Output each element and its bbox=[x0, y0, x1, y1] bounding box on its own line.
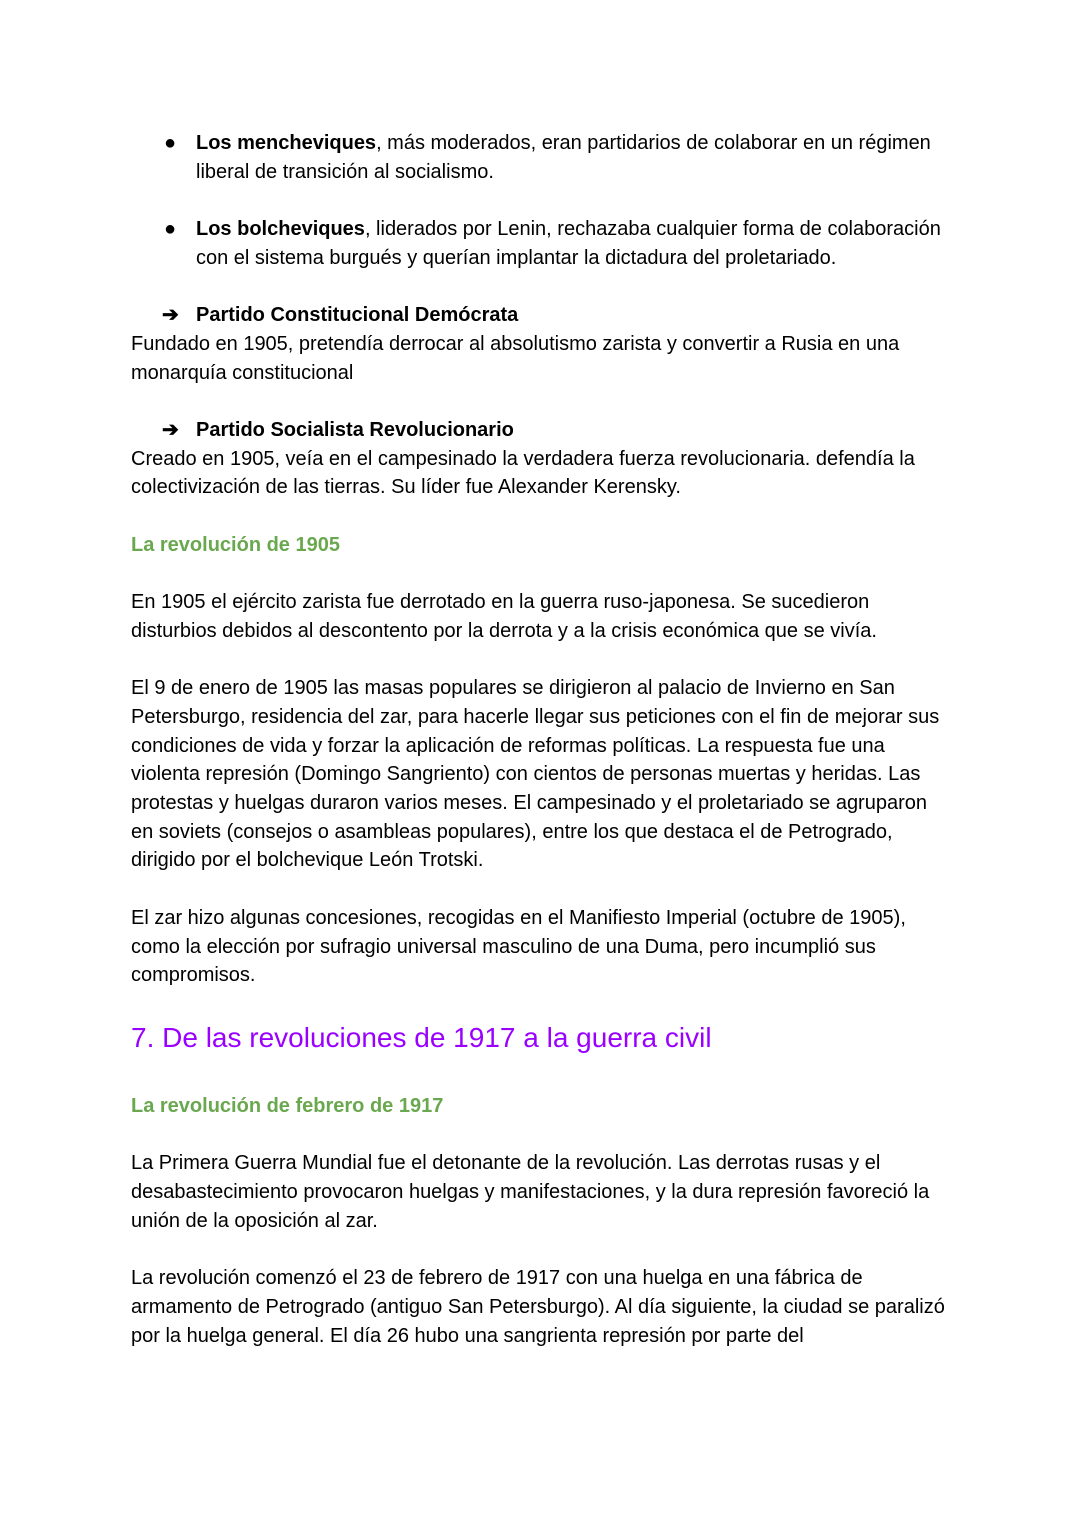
bullet-text: , liderados por Lenin, rechazaba cualquier forma de colaboración con el sistema burgués y querían implantar la dictadura del proletariado. bbox=[196, 218, 941, 269]
arrow-right-icon: ➔ bbox=[162, 418, 179, 441]
bullet-term: Los mencheviques bbox=[196, 132, 377, 154]
paragraph: La revolución comenzó el 23 de febrero de 1917 con una huelga en una fábrica de armamento de Petrogrado (antiguo San Petersburgo). Al día siguiente, la ciudad se paralizó por la huelga general. El día 26 hubo una sangrienta represión por parte del bbox=[131, 1267, 945, 1347]
paragraph: En 1905 el ejército zarista fue derrotado en la guerra ruso-japonesa. Se sucedieron disturbios debidos al descontento por la derrota y a la crisis económica que se vivía. bbox=[131, 591, 877, 642]
party-title-text: Partido Socialista Revolucionario bbox=[196, 418, 514, 441]
party-description: Fundado en 1905, pretendía derrocar al absolutismo zarista y convertir a Rusia en una monarquía constitucional bbox=[131, 332, 900, 384]
bullet-term: Los bolcheviques bbox=[196, 218, 365, 241]
party-title-text: Partido Constitucional Demócrata bbox=[196, 304, 519, 327]
bullet-icon: ● bbox=[164, 218, 177, 241]
bullet-text: , más moderados, eran partidarios de colaborar en un régimen liberal de transición al socialismo. bbox=[196, 132, 931, 183]
arrow-right-icon: ➔ bbox=[162, 304, 179, 327]
party-title-socialista bbox=[131, 416, 951, 445]
bullet-item-bolcheviques bbox=[131, 215, 951, 272]
section-heading: 7. De las revoluciones de 1917 a la guerra civil bbox=[131, 1021, 712, 1053]
paragraph: El 9 de enero de 1905 las masas populares se dirigieron al palacio de Invierno en San Petersburgo, residencia del zar, para hacerle llegar sus peticiones con el fin de mejorar sus condiciones de vida y forzar la aplicación de reformas políticas. La respuesta fue una violenta represión (Domingo Sangriento) con cientos de personas muertas y heridas. Las protestas y huelgas duraron varios meses. El campesinado y el proletariado se agruparon en soviets (consejos o asambleas populares), entre los que destaca el de Petrogrado, dirigido por el bolchevique León Trotski. bbox=[131, 677, 940, 872]
subheading-1905: La revolución de 1905 bbox=[131, 533, 340, 556]
subheading-febrero-1917: La revolución de febrero de 1917 bbox=[131, 1094, 444, 1117]
bullet-icon: ● bbox=[164, 132, 177, 154]
bullet-item-mencheviques bbox=[131, 129, 951, 186]
paragraph: La Primera Guerra Mundial fue el detonante de la revolución. Las derrotas rusas y el desabastecimiento provocaron huelgas y manifestaciones, y la dura represión favoreció la unión de la oposición al zar. bbox=[131, 1152, 930, 1232]
party-description: Creado en 1905, veía en el campesinado la verdadera fuerza revolucionaria. defendía la colectivización de las tierras. Su líder fue Alexander Kerensky. bbox=[131, 447, 915, 499]
paragraph: El zar hizo algunas concesiones, recogidas en el Manifiesto Imperial (octubre de 1905), como la elección por sufragio universal masculino de una Duma, pero incumplió sus compromisos. bbox=[131, 906, 906, 987]
document-page bbox=[131, 129, 951, 1379]
party-title-constitucional bbox=[131, 301, 951, 330]
